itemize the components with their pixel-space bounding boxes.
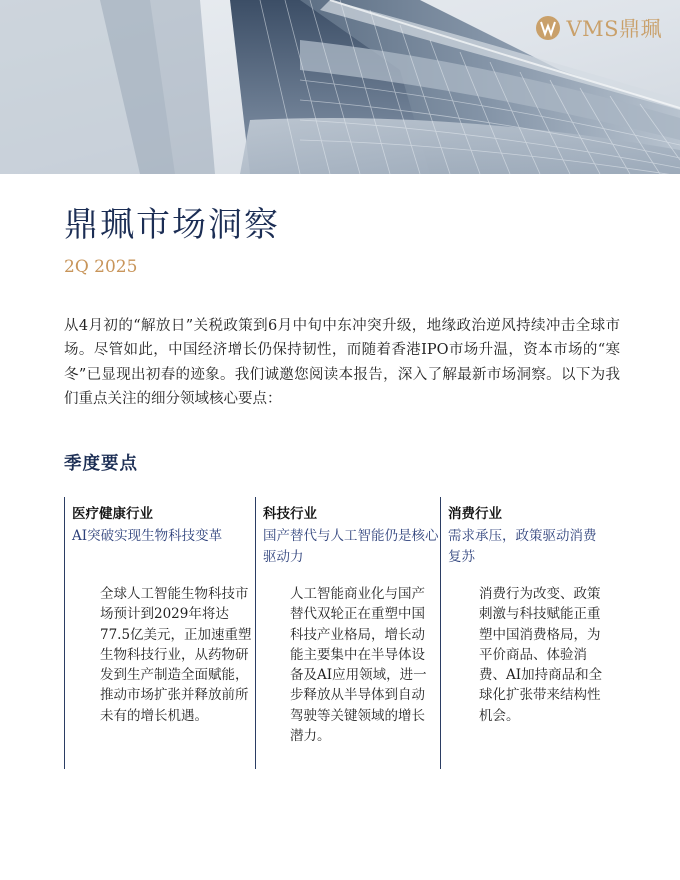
column-subheading: 需求承压，政策驱动消费复苏 bbox=[448, 528, 597, 565]
column-body: 消费行为改变、政策刺激与科技赋能正重塑中国消费格局，为平价商品、体验消费、AI加持商品和全球化扩张带来结构性机会。 bbox=[479, 586, 603, 724]
vms-logo-icon bbox=[534, 14, 562, 42]
column-body: 人工智能商业化与国产替代双轮正在重塑中国科技产业格局，增长动能主要集中在半导体设备及AI应用领域，进一步释放从半导体到自动驾驶等关键领域的增长潜力。 bbox=[290, 586, 427, 745]
column-subheading: 国产替代与人工智能仍是核心驱动力 bbox=[263, 528, 439, 565]
highlight-column-technology bbox=[255, 497, 439, 769]
intro-paragraph: 从4月初的“解放日”关税政策到6月中旬中东冲突升级，地缘政治逆风持续冲击全球市场。尽管如此，中国经济增长仍保持韧性，而随着香港IPO市场升温，资本市场的“寒冬”已显现出初春的迹象。我们诚邀您阅读本报告，深入了解最新市场洞察。以下为我们重点关注的细分领域核心要点： bbox=[64, 318, 620, 407]
column-subheading: AI突破实现生物科技变革 bbox=[72, 528, 223, 544]
column-heading: 消费行业 bbox=[448, 506, 502, 522]
report-period: 2Q 2025 bbox=[64, 257, 138, 277]
highlight-column-healthcare bbox=[64, 497, 253, 769]
column-heading: 医疗健康行业 bbox=[72, 506, 153, 522]
logo-text: VMS鼎珮 bbox=[566, 17, 662, 41]
highlight-column-consumer bbox=[440, 497, 641, 769]
brand-logo bbox=[534, 13, 662, 43]
page-title: 鼎珮市场洞察 bbox=[64, 205, 280, 245]
column-heading: 科技行业 bbox=[263, 506, 317, 522]
section-title: 季度要点 bbox=[64, 454, 138, 474]
column-body: 全球人工智能生物科技市场预计到2029年将达77.5亿美元，正加速重塑生物科技行业，从药物研发到生产制造全面赋能，推动市场扩张并释放前所未有的增长机遇。 bbox=[100, 586, 252, 724]
